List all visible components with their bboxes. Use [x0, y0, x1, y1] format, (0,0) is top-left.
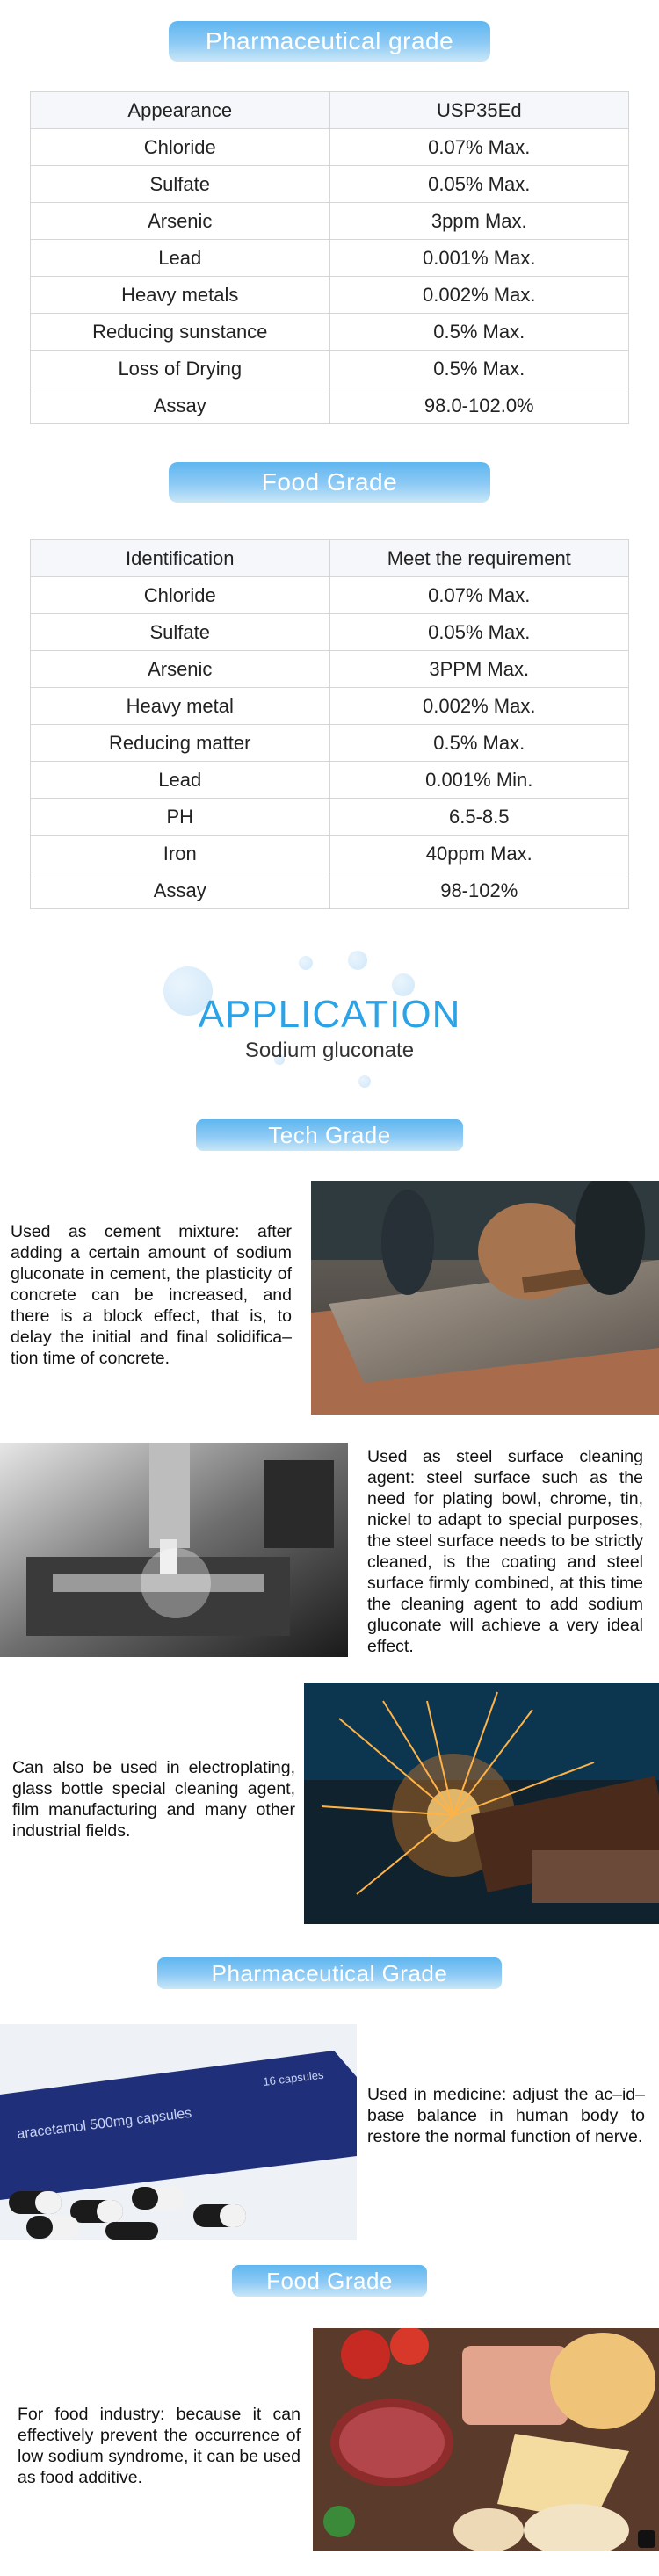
food-app-title: Food Grade [232, 2265, 427, 2297]
spec-item-cell: Heavy metal [31, 688, 330, 725]
spec-value-cell: 0.001% Min. [330, 762, 629, 799]
spec-value-cell: 40ppm Max. [330, 836, 629, 872]
spec-value-cell: USP35Ed [330, 92, 629, 129]
spec-value-cell: 0.05% Max. [330, 166, 629, 203]
spec-row [31, 277, 629, 314]
spec-row [31, 240, 629, 277]
spec-value-cell: 3PPM Max. [330, 651, 629, 688]
spec-row [31, 614, 629, 651]
pharma-spec-table [30, 91, 629, 424]
spec-value-cell: 0.07% Max. [330, 129, 629, 166]
application-subtitle: Sodium gluconate [244, 1038, 415, 1062]
spec-row [31, 314, 629, 351]
spec-value-cell: 0.5% Max. [330, 314, 629, 351]
spec-value-cell: 98-102% [330, 872, 629, 909]
spec-value-cell: 0.002% Max. [330, 277, 629, 314]
spec-item-cell: Appearance [31, 92, 330, 129]
spec-row [31, 688, 629, 725]
tech-steel-text: Used as steel surface cleaning agent: steel surface such as the need for plating bowl, chrome, tin, nickel to adapt to special purposes, the steel surface needs to be strictly cleaned, is the coating and steel surface firmly combined, at this time the cleaning agent to add sodium gluconate will achieve a very ideal effect. [367, 1447, 643, 1656]
spec-value-cell: 0.07% Max. [330, 577, 629, 614]
spec-item-cell: PH [31, 799, 330, 836]
decor-bubble [348, 951, 367, 970]
spec-row [31, 129, 629, 166]
spec-value-cell: 0.002% Max. [330, 688, 629, 725]
spec-item-cell: Iron [31, 836, 330, 872]
spec-item-cell: Reducing sunstance [31, 314, 330, 351]
spec-row [31, 203, 629, 240]
spec-row [31, 387, 629, 424]
tech-industrial-text: Can also be used in electroplating, glass bottle special cleaning agent, film manufacturing and many other industrial fields. [12, 1758, 295, 1841]
spec-item-cell: Sulfate [31, 166, 330, 203]
spec-item-cell: Chloride [31, 129, 330, 166]
spec-item-cell: Lead [31, 240, 330, 277]
pharma-medicine-text: Used in medicine: adjust the ac–id–base balance in human body to restore the normal function of nerve. [367, 2085, 645, 2146]
tech-cement-text: Used as cement mixture: after adding a certain amount of sodium gluconate in cement, the plasticity of concrete can be increased, and there is a block effect, that is, to delay the initial and final solidifica–tion time of concrete. [11, 1222, 292, 1368]
spec-value-cell: 3ppm Max. [330, 203, 629, 240]
spec-item-cell: Assay [31, 387, 330, 424]
welding-sparks-photo [304, 1683, 659, 1924]
food-cheese-meat-photo [313, 2328, 659, 2551]
decor-bubble [358, 1075, 371, 1088]
tech-grade-title: Tech Grade [196, 1119, 463, 1151]
capsules-photo [0, 2024, 357, 2240]
spec-item-cell: Sulfate [31, 614, 330, 651]
spec-row [31, 166, 629, 203]
spec-row [31, 351, 629, 387]
spec-item-cell: Arsenic [31, 651, 330, 688]
spec-value-cell: Meet the requirement [330, 540, 629, 577]
spec-value-cell: 0.001% Max. [330, 240, 629, 277]
spec-row [31, 725, 629, 762]
spec-row [31, 577, 629, 614]
pharma-app-title: Pharmaceutical Grade [157, 1957, 502, 1989]
capsule-box-label: aracetamol 500mg capsules [16, 2105, 193, 2142]
cement-work-photo [311, 1181, 659, 1415]
capsule-box-count: 16 capsules [262, 2067, 325, 2088]
spec-item-cell: Assay [31, 872, 330, 909]
food-spec-table [30, 539, 629, 909]
spec-value-cell: 98.0-102.0% [330, 387, 629, 424]
steel-machining-photo [0, 1443, 348, 1657]
spec-item-cell: Arsenic [31, 203, 330, 240]
spec-row [31, 799, 629, 836]
spec-value-cell: 0.05% Max. [330, 614, 629, 651]
spec-value-cell: 6.5-8.5 [330, 799, 629, 836]
spec-row [31, 92, 629, 129]
pharma-grade-title: Pharmaceutical grade [169, 21, 490, 62]
spec-row [31, 540, 629, 577]
spec-value-cell: 0.5% Max. [330, 725, 629, 762]
spec-item-cell: Heavy metals [31, 277, 330, 314]
spec-value-cell: 0.5% Max. [330, 351, 629, 387]
spec-item-cell: Reducing matter [31, 725, 330, 762]
spec-row [31, 872, 629, 909]
spec-item-cell: Loss of Drying [31, 351, 330, 387]
spec-row [31, 762, 629, 799]
spec-row [31, 651, 629, 688]
application-title: APPLICATION [198, 993, 461, 1036]
decor-bubble [299, 956, 313, 970]
food-grade-title: Food Grade [169, 462, 490, 503]
spec-row [31, 836, 629, 872]
food-industry-text: For food industry: because it can effectively prevent the occurrence of low sodium syndrome, it can be used as food additive. [18, 2405, 301, 2487]
spec-item-cell: Identification [31, 540, 330, 577]
spec-item-cell: Lead [31, 762, 330, 799]
spec-item-cell: Chloride [31, 577, 330, 614]
